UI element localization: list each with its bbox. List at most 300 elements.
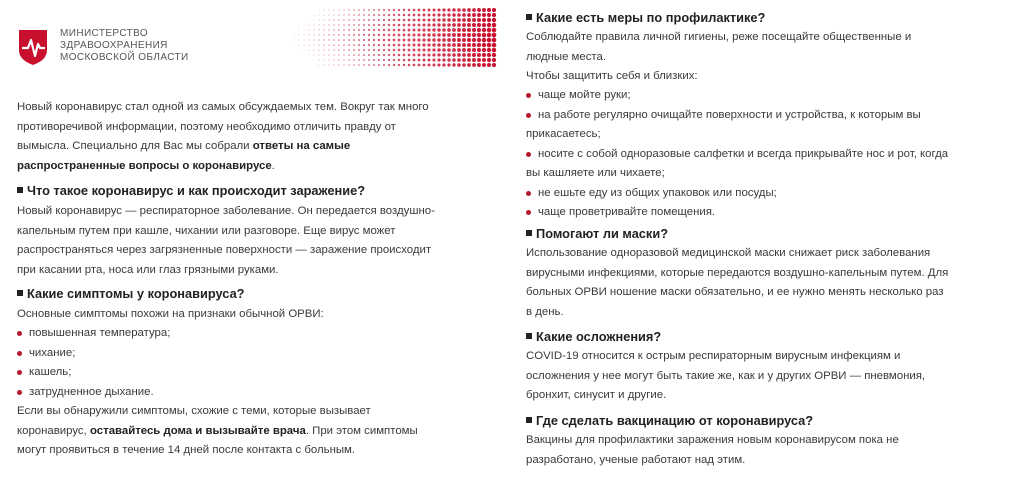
decor-dot <box>433 9 436 12</box>
decor-dot <box>462 53 466 57</box>
decor-dot <box>378 29 380 31</box>
decor-dot <box>462 28 466 32</box>
decor-dot <box>427 53 430 56</box>
decor-dot <box>447 13 450 16</box>
decor-dot <box>452 13 456 17</box>
square-bullet-icon <box>526 417 532 423</box>
decor-dot <box>348 59 349 60</box>
decor-dot <box>472 63 476 67</box>
decor-dot <box>427 18 430 21</box>
decor-dot <box>477 63 481 67</box>
decor-dot <box>318 39 319 40</box>
decor-dot <box>447 58 450 61</box>
decor-dot <box>319 15 320 16</box>
decor-dot <box>378 54 380 56</box>
decor-dot <box>388 9 390 11</box>
decor-dot <box>442 38 446 42</box>
decor-dot <box>457 63 461 67</box>
decor-dot <box>413 54 416 57</box>
decor-dot <box>333 9 334 10</box>
decor-dot <box>378 49 380 51</box>
decor-dot <box>313 29 314 30</box>
decor-dot <box>363 64 365 66</box>
decor-dot <box>477 43 481 47</box>
decor-dot <box>417 43 420 46</box>
decor-dot <box>482 48 486 52</box>
answer-line: могут проявиться в течение 14 дней после контакта с больным. <box>17 444 356 456</box>
decor-dot <box>467 58 471 62</box>
left-panel <box>0 0 497 481</box>
decor-dot <box>383 39 386 42</box>
decor-dot <box>472 53 476 57</box>
decor-dot <box>487 58 491 62</box>
decor-dot <box>487 53 491 57</box>
decor-dot <box>423 14 426 17</box>
decor-dot <box>457 28 461 32</box>
decor-dot <box>319 55 320 56</box>
decor-dot <box>477 53 481 57</box>
decor-dot <box>378 34 380 36</box>
decor-dot <box>432 33 436 37</box>
decor-dot <box>437 18 440 21</box>
decor-dot <box>358 34 360 36</box>
decor-dot <box>358 49 360 51</box>
decor-dot <box>323 49 324 50</box>
decor-dot <box>388 39 391 42</box>
decor-dot <box>437 38 441 42</box>
q5-heading <box>526 329 661 344</box>
decor-dot <box>403 14 406 17</box>
bullet-dot-icon <box>526 113 531 118</box>
decor-dot <box>412 43 415 46</box>
decor-dot <box>318 34 319 35</box>
decor-dot <box>487 18 491 22</box>
decor-dot <box>472 48 476 52</box>
decor-dot <box>492 23 496 27</box>
decor-dot <box>452 18 456 22</box>
decor-dot <box>363 59 365 61</box>
decor-dot <box>427 48 430 51</box>
bullet-dot-icon <box>17 331 22 336</box>
decor-dot <box>472 28 476 32</box>
list-item-text: чаще проветривайте помещения. <box>538 206 716 218</box>
decor-dot <box>324 60 325 61</box>
decor-dot <box>313 39 314 40</box>
answer-line: Чтобы защитить себя и близких: <box>526 70 698 82</box>
decor-dot <box>348 49 350 51</box>
decor-dot <box>338 24 339 25</box>
decor-dot <box>482 23 486 27</box>
decor-dot <box>318 29 319 30</box>
organization-name <box>60 28 189 64</box>
decor-dot <box>432 13 435 16</box>
decor-dot <box>393 9 395 11</box>
decor-dot <box>482 43 486 47</box>
decor-dot <box>422 43 425 46</box>
decor-dot <box>467 53 471 57</box>
decor-dot <box>477 8 481 12</box>
decor-dot <box>467 13 471 17</box>
decor-dot <box>423 9 426 12</box>
decor-dot <box>299 30 300 31</box>
decor-dot <box>452 28 456 32</box>
decor-dot <box>442 43 446 47</box>
decor-dot <box>447 53 451 57</box>
decor-dot <box>442 58 445 61</box>
q3-answer <box>526 28 911 87</box>
decor-dot <box>314 60 315 61</box>
decor-dot <box>348 64 349 65</box>
decor-dot <box>412 33 415 36</box>
decor-dot <box>388 34 391 37</box>
list-item <box>17 344 170 364</box>
decor-dot <box>373 24 375 26</box>
decor-dot <box>309 50 310 51</box>
bullet-dot-icon <box>17 390 22 395</box>
answer-line: Соблюдайте правила личной гигиены, реже посещайте общественные и <box>526 31 912 43</box>
decor-dot <box>353 14 355 16</box>
list-item-text: носите с собой одноразовые салфетки и всегда прикрывайте нос и рот, когда <box>538 147 949 160</box>
decor-dot <box>353 64 354 65</box>
decor-dot <box>333 44 334 45</box>
decor-dot <box>378 19 380 21</box>
decor-dot <box>427 23 430 26</box>
answer-line: Если вы обнаружили симптомы, схожие с теми, которые вызывает <box>17 405 371 417</box>
decor-dot <box>467 28 471 32</box>
decor-dot <box>333 49 334 50</box>
decorative-dot-pattern <box>252 8 497 68</box>
decor-dot <box>477 58 481 62</box>
q5-heading-text: Какие осложнения? <box>536 329 662 344</box>
decor-dot <box>348 44 350 46</box>
decor-dot <box>363 24 365 26</box>
decor-dot <box>467 8 471 12</box>
decor-dot <box>422 48 425 51</box>
answer-line: распространяться через загрязненные поверхности — заражение происходит <box>17 244 432 256</box>
decor-dot <box>492 38 497 43</box>
decor-dot <box>363 34 365 36</box>
decor-dot <box>477 48 481 52</box>
decor-dot <box>328 14 329 15</box>
decor-dot <box>393 14 395 16</box>
decor-dot <box>319 65 320 66</box>
decor-dot <box>314 50 315 51</box>
decor-dot <box>383 19 385 21</box>
decor-dot <box>403 19 406 22</box>
decor-dot <box>368 29 370 31</box>
decor-dot <box>477 28 481 32</box>
decor-dot <box>323 44 324 45</box>
decor-dot <box>353 49 355 51</box>
decor-dot <box>462 18 466 22</box>
decor-dot <box>328 34 329 35</box>
decor-dot <box>482 18 486 22</box>
decor-dot <box>393 54 395 56</box>
decor-dot <box>427 38 430 41</box>
list-item <box>17 363 170 383</box>
decor-dot <box>393 59 395 61</box>
decor-dot <box>363 14 365 16</box>
decor-dot <box>407 33 410 36</box>
decor-dot <box>393 39 396 42</box>
decor-dot <box>447 48 451 52</box>
decor-dot <box>413 14 416 17</box>
decor-dot <box>343 49 345 51</box>
decor-dot <box>338 64 339 65</box>
decor-dot <box>408 59 411 62</box>
intro-bold: распространенные вопросы о коронавирусе <box>17 159 272 172</box>
decor-dot <box>368 39 370 41</box>
q2-heading-text: Какие симптомы у коронавируса? <box>27 286 245 301</box>
decor-dot <box>403 9 405 11</box>
bullet-dot-icon <box>526 191 531 196</box>
decor-dot <box>383 9 385 11</box>
decor-dot <box>333 39 335 41</box>
decor-dot <box>368 64 370 66</box>
decor-dot <box>492 58 496 62</box>
decor-dot <box>408 54 411 57</box>
org-line-1: МИНИСТЕРСТВО <box>60 28 149 39</box>
decor-dot <box>492 43 497 48</box>
decor-dot <box>353 24 355 26</box>
decor-dot <box>437 23 440 26</box>
decor-dot <box>482 33 486 37</box>
decor-dot <box>333 64 334 65</box>
decor-dot <box>403 44 406 47</box>
answer-line <box>17 422 418 442</box>
decor-dot <box>388 54 390 56</box>
decor-dot <box>462 38 466 42</box>
list-item-text: прикасаетесь; <box>526 128 601 140</box>
decor-dot <box>304 25 305 26</box>
decor-dot <box>308 39 309 40</box>
heartbeat-shield-icon <box>17 28 49 66</box>
decor-dot <box>398 29 401 32</box>
decor-dot <box>363 29 365 31</box>
decor-dot <box>447 23 451 27</box>
decor-dot <box>492 48 497 53</box>
decor-dot <box>368 9 370 11</box>
decor-dot <box>353 39 355 41</box>
decor-dot <box>412 28 415 31</box>
decor-dot <box>383 29 385 31</box>
decor-dot <box>393 44 396 47</box>
decor-dot <box>457 53 461 57</box>
q2-heading <box>17 286 245 301</box>
intro-line <box>17 157 429 177</box>
decor-dot <box>403 64 405 66</box>
decor-dot <box>472 13 476 17</box>
decor-dot <box>403 59 406 62</box>
decor-dot <box>403 49 406 52</box>
decor-dot <box>398 49 401 52</box>
decor-dot <box>304 40 305 41</box>
decor-dot <box>323 24 324 25</box>
decor-dot <box>398 34 401 37</box>
decor-dot <box>408 44 411 47</box>
decor-dot <box>319 10 320 11</box>
decor-dot <box>358 29 360 31</box>
decor-dot <box>398 54 401 57</box>
decor-dot <box>363 39 365 41</box>
decor-dot <box>393 19 395 21</box>
decor-dot <box>323 39 324 40</box>
decor-dot <box>447 38 451 42</box>
decor-dot <box>477 18 481 22</box>
square-bullet-icon <box>526 14 532 20</box>
decor-dot <box>487 13 491 17</box>
decor-dot <box>452 33 456 37</box>
answer-line: при касании рта, носа или глаз грязными руками. <box>17 263 279 276</box>
decor-dot <box>398 44 401 47</box>
decor-dot <box>428 14 431 17</box>
decor-dot <box>492 13 496 17</box>
decor-dot <box>378 44 380 46</box>
answer-line: бронхит, синусит и другие. <box>526 389 667 401</box>
decor-dot <box>383 44 385 46</box>
decor-dot <box>388 44 391 47</box>
decor-dot <box>412 38 415 41</box>
decor-dot <box>447 18 451 22</box>
decor-dot <box>393 49 396 52</box>
decor-dot <box>304 30 305 31</box>
q4-heading <box>526 226 668 241</box>
decor-dot <box>442 48 446 52</box>
decor-dot <box>294 40 295 41</box>
decor-dot <box>467 43 471 47</box>
decor-dot <box>413 9 416 12</box>
decor-dot <box>318 44 319 45</box>
decor-dot <box>343 9 344 10</box>
decor-dot <box>378 39 380 41</box>
decor-dot <box>437 43 441 47</box>
decor-dot <box>398 19 401 22</box>
decor-dot <box>338 14 339 15</box>
decor-dot <box>323 54 324 55</box>
decor-dot <box>348 39 350 41</box>
decor-dot <box>403 54 406 57</box>
q1-answer <box>17 202 435 280</box>
decor-dot <box>417 33 420 36</box>
list-item-text: повышенная температура; <box>29 327 171 339</box>
decor-dot <box>472 43 476 47</box>
decor-dot <box>373 44 375 46</box>
q3-heading <box>526 10 765 25</box>
decor-dot <box>457 23 461 27</box>
decor-dot <box>437 63 440 66</box>
decor-dot <box>333 29 334 30</box>
list-item <box>526 184 948 204</box>
bullet-dot-icon <box>526 152 531 157</box>
decor-dot <box>462 13 466 17</box>
decor-dot <box>432 28 435 31</box>
decor-dot <box>462 33 466 37</box>
decor-dot <box>437 8 440 11</box>
decor-dot <box>422 33 425 36</box>
answer-line: больных ОРВИ ношение маски обязательно, и ее нужно менять несколько раз <box>526 286 944 298</box>
decor-dot <box>353 9 354 10</box>
decor-dot <box>442 18 445 21</box>
decor-dot <box>373 29 375 31</box>
decor-dot <box>329 65 330 66</box>
answer-text: . При этом симптомы <box>305 424 418 437</box>
decor-dot <box>472 18 476 22</box>
decor-dot <box>417 38 420 41</box>
decor-dot <box>324 15 325 16</box>
decor-dot <box>343 39 345 41</box>
decor-dot <box>442 33 446 37</box>
decor-dot <box>393 64 395 66</box>
decor-dot <box>383 64 385 66</box>
bullet-dot-icon <box>17 370 22 375</box>
decor-dot <box>323 34 324 35</box>
decor-dot <box>437 58 440 61</box>
decor-dot <box>487 63 491 67</box>
decor-dot <box>447 63 450 66</box>
q4-heading-text: Помогают ли маски? <box>536 226 669 241</box>
decor-dot <box>383 24 385 26</box>
decor-dot <box>408 29 411 32</box>
decor-dot <box>313 34 314 35</box>
decor-dot <box>492 18 496 22</box>
bullet-dot-icon <box>526 210 531 215</box>
decor-dot <box>403 24 406 27</box>
decor-dot <box>418 64 421 67</box>
decor-dot <box>373 64 375 66</box>
decor-dot <box>363 9 365 11</box>
q4-answer <box>526 244 948 322</box>
decor-dot <box>388 29 391 32</box>
decor-dot <box>398 39 401 42</box>
decor-dot <box>482 28 486 32</box>
list-item-continuation <box>526 125 948 145</box>
decor-dot <box>309 20 310 21</box>
decor-dot <box>462 23 466 27</box>
decor-dot <box>487 23 491 27</box>
decor-dot <box>467 48 471 52</box>
decor-dot <box>472 58 476 62</box>
intro-text: вымысла. Специально для Вас мы собрали <box>17 140 253 152</box>
decor-dot <box>329 10 330 11</box>
decor-dot <box>398 24 401 27</box>
decor-dot <box>442 53 445 56</box>
decor-dot <box>338 39 340 41</box>
prevention-list <box>526 86 948 223</box>
decor-dot <box>368 54 370 56</box>
decor-dot <box>467 38 471 42</box>
decor-dot <box>353 29 355 31</box>
intro-text: . <box>271 159 275 172</box>
decor-dot <box>487 33 492 38</box>
decor-dot <box>472 8 476 12</box>
right-panel <box>509 0 1009 481</box>
decor-dot <box>343 64 344 65</box>
decor-dot <box>304 35 305 36</box>
bullet-dot-icon <box>17 351 22 356</box>
decor-dot <box>437 48 440 51</box>
decor-dot <box>492 33 497 38</box>
decor-dot <box>477 13 481 17</box>
decor-dot <box>417 48 420 51</box>
decor-dot <box>373 34 375 36</box>
decor-dot <box>383 59 385 61</box>
decor-dot <box>427 33 430 36</box>
decor-dot <box>338 9 339 10</box>
decor-dot <box>348 19 350 21</box>
intro-bold: ответы на самые <box>252 140 351 152</box>
decor-dot <box>299 45 300 46</box>
decor-dot <box>388 49 390 51</box>
